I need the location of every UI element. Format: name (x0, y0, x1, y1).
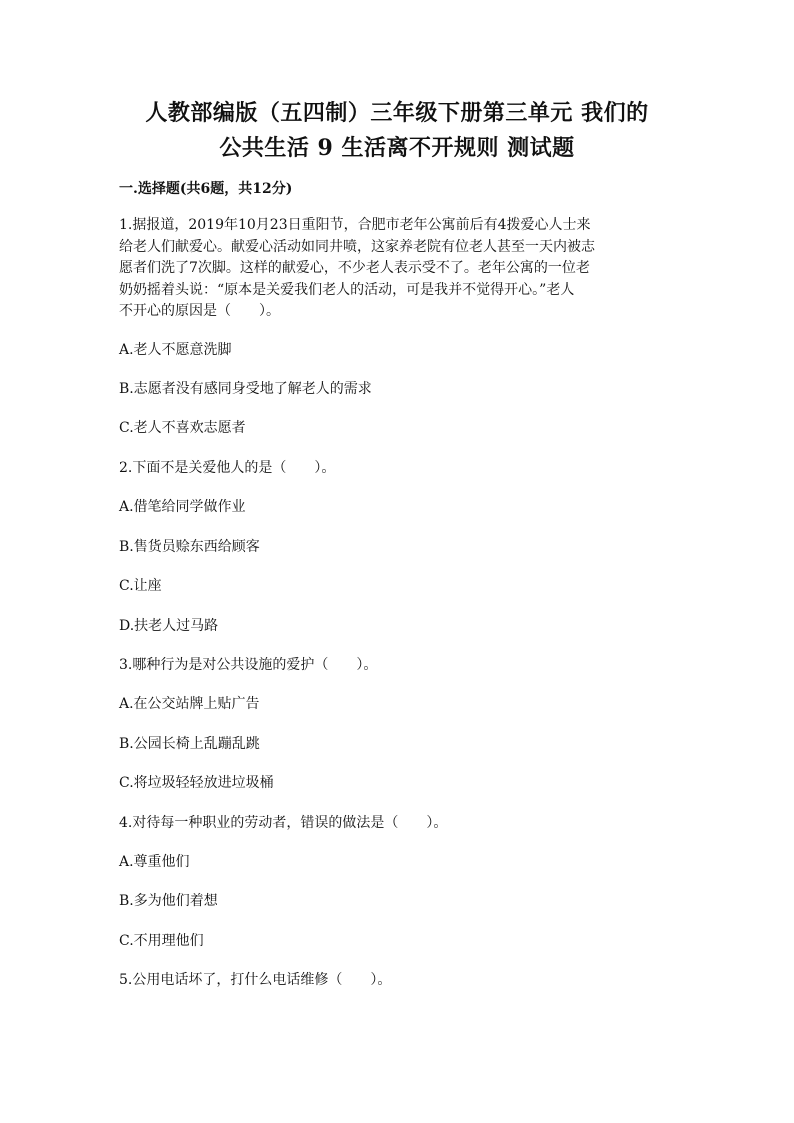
question-1-option-b: B.志愿者没有感同身受地了解老人的需求 (119, 381, 372, 397)
question-3-option-a: A.在公交站牌上贴广告 (119, 696, 260, 712)
question-2-option-b: B.售货员赊东西给顾客 (119, 539, 260, 555)
question-2-option-d: D.扶老人过马路 (119, 618, 219, 634)
question-3-stem: 3.哪种行为是对公共设施的爱护（ ）。 (119, 657, 378, 673)
question-1-stem-line: 奶奶摇着头说：“原本是关爱我们老人的活动，可是我并不觉得开心。”老人 (119, 281, 575, 298)
question-3-option-b: B.公园长椅上乱蹦乱跳 (119, 736, 260, 752)
question-1-stem-line: 1.据报道，2019年10月23日重阳节，合肥市老年公寓前后有4拨爱心人士来 (119, 217, 591, 233)
document-title-line-1: 人教部编版（五四制）三年级下册第三单元 我们的 (145, 100, 649, 126)
question-2-option-c: C.让座 (119, 578, 162, 594)
section-heading: 一.选择题(共6题，共12分) (119, 181, 293, 197)
question-1-stem (119, 215, 679, 323)
question-1-stem-line: 愿者们洗了7次脚。这样的献爱心，不少老人表示受不了。老年公寓的一位老 (119, 260, 590, 277)
question-1-stem-line: 给老人们献爱心。献爱心活动如同井喷，这家养老院有位老人甚至一天内被志 (119, 238, 595, 255)
question-3-option-c: C.将垃圾轻轻放进垃圾桶 (119, 775, 274, 791)
document-title-line-2: 公共生活 9 生活离不开规则 测试题 (219, 135, 575, 161)
question-1-option-c: C.老人不喜欢志愿者 (119, 420, 246, 436)
question-4-stem: 4.对待每一种职业的劳动者，错误的做法是（ ）。 (119, 815, 448, 831)
question-1-stem-line: 不开心的原因是（ ）。 (119, 303, 280, 320)
question-4-option-c: C.不用理他们 (119, 933, 204, 949)
question-2-option-a: A.借笔给同学做作业 (119, 499, 246, 515)
question-1-option-a: A.老人不愿意洗脚 (119, 342, 232, 358)
question-4-option-a: A.尊重他们 (119, 854, 190, 870)
question-2-stem: 2.下面不是关爱他人的是（ ）。 (119, 460, 336, 476)
question-5-stem: 5.公用电话坏了，打什么电话维修（ ）。 (119, 972, 392, 988)
question-4-option-b: B.多为他们着想 (119, 893, 218, 909)
